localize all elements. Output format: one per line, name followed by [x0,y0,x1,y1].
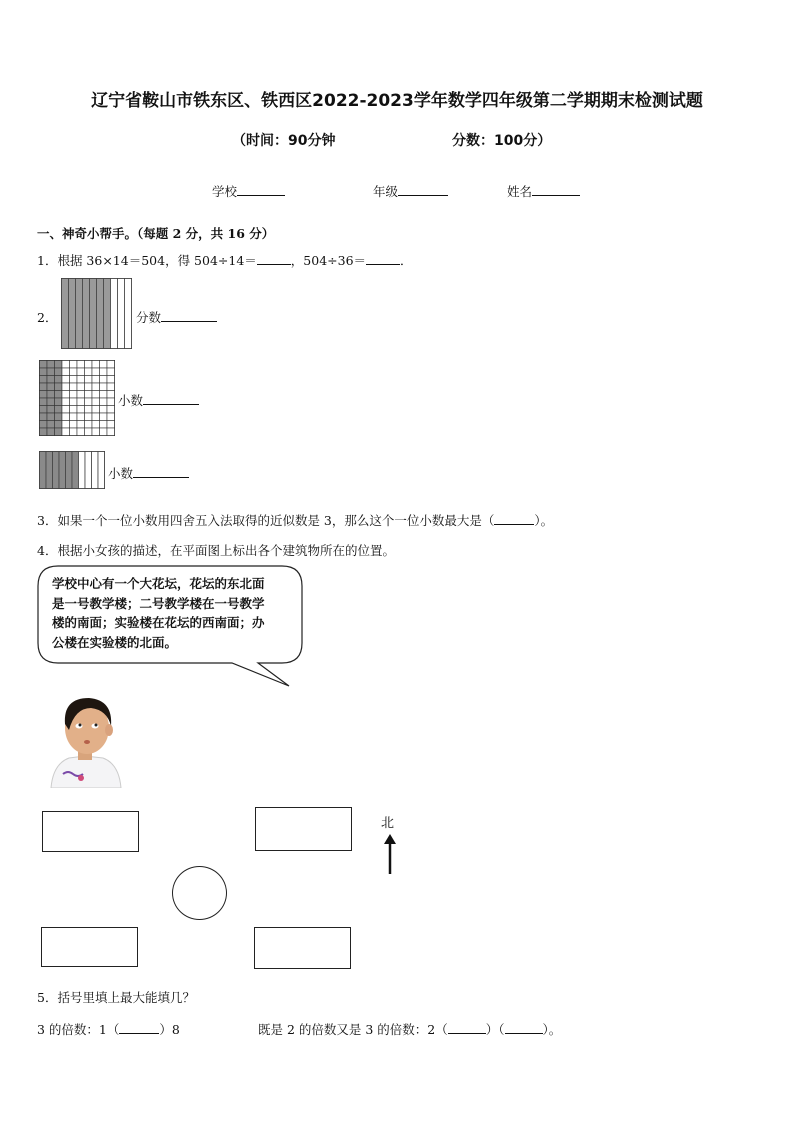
question-4: 4．根据小女孩的描述，在平面图上标出各个建筑物所在的位置。 [37,543,395,558]
blank-column [79,452,86,489]
grid-cell [107,398,115,406]
grid-cell [92,376,100,384]
shaded-cell [55,406,63,414]
shaded-cell [40,406,48,414]
grid-cell [62,428,70,436]
decimal-label-1: 小数 [118,393,144,408]
fraction-label: 分数 [136,310,162,325]
grid-cell [107,361,115,369]
q5-part1-suffix: ）8 [159,1022,180,1037]
shaded-column [46,452,53,489]
grid-cell [77,361,85,369]
q5-part1-prefix: 3 的倍数：1（ [37,1022,120,1037]
grid-cell [92,406,100,414]
q5-part2-mid: ）（ [485,1022,505,1037]
q3-text: 3．如果一个一位小数用四舍五入法取得的近似数是 3，那么这个一位小数最大是（ [37,513,495,528]
question-5: 5．括号里填上最大能填几？ [37,990,195,1005]
q1-mid: ，504÷36＝ [290,253,367,268]
q1-prefix: 1．根据 36×14＝504，得 504÷14＝ [37,253,257,268]
blank-column [125,279,132,349]
grid-cell [85,368,93,376]
grid-cell [100,406,108,414]
shaded-cell [55,361,63,369]
score-label: 分数：100分） [452,133,552,149]
shaded-cell [47,368,55,376]
speech-text [52,574,265,652]
question-3 [37,510,553,529]
q5-part2-suffix: ）。 [542,1022,562,1037]
grid-cell [77,421,85,429]
shaded-cell [55,421,63,429]
grid-cell [100,413,108,421]
grid-cell [100,428,108,436]
grid-cell [92,383,100,391]
grid-cell [70,383,78,391]
grid-cell [85,383,93,391]
shaded-column [72,452,79,489]
grid-cell [100,421,108,429]
q2-decimal-field-2 [108,463,189,482]
grid-cell [107,391,115,399]
grid-cell [77,368,85,376]
grid-cell [100,368,108,376]
grid-cell [85,421,93,429]
section-heading: 一、神奇小帮手。（每题 2 分，共 16 分） [37,226,275,241]
grid-cell [92,421,100,429]
grid-cell [92,428,100,436]
grid-cell [85,391,93,399]
grid-cell [100,398,108,406]
name-blank[interactable] [532,181,580,196]
grid-cell [92,368,100,376]
map-box-southwest[interactable] [41,927,138,967]
shaded-column [62,279,69,349]
grid-cell [92,398,100,406]
shaded-cell [55,383,63,391]
grid-cell [107,413,115,421]
q5-part-1 [37,1019,180,1038]
speech-line: 是一号教学楼；二号教学楼在一号教学 [52,595,265,611]
grid-cell [70,428,78,436]
shaded-column [53,452,60,489]
fraction-figure [61,278,133,350]
time-label: （时间：90分钟 [232,133,336,149]
grid-cell [77,376,85,384]
grid-cell [62,406,70,414]
q1-suffix: ． [400,253,413,268]
grade-label: 年级 [373,184,399,199]
decimal-grid-figure [39,360,116,437]
grid-cell [107,406,115,414]
shaded-cell [40,376,48,384]
grid-cell [77,391,85,399]
grid-cell [62,391,70,399]
shaded-column [40,452,47,489]
north-arrow-icon [382,834,398,876]
blank-column [111,279,118,349]
shaded-cell [40,368,48,376]
grid-cell [85,361,93,369]
grid-cell [77,398,85,406]
grid-cell [107,428,115,436]
grid-cell [85,406,93,414]
q1-blank-1[interactable] [257,250,291,265]
question-2-number: 2． [37,310,58,325]
grid-cell [85,413,93,421]
q2-fraction-field [136,307,217,326]
shaded-cell [47,376,55,384]
grid-cell [100,391,108,399]
q5-part-2 [258,1019,561,1038]
grid-cell [100,383,108,391]
grid-cell [100,361,108,369]
grid-cell [92,413,100,421]
shaded-cell [47,406,55,414]
grid-cell [62,413,70,421]
shaded-cell [40,421,48,429]
grid-cell [100,376,108,384]
shaded-cell [40,391,48,399]
grid-cell [70,398,78,406]
grid-cell [77,383,85,391]
grid-cell [77,413,85,421]
grid-cell [85,428,93,436]
grid-cell [107,383,115,391]
flower-bed-circle [172,866,227,920]
shaded-cell [47,428,55,436]
q5-part2-prefix: 既是 2 的倍数又是 3 的倍数：2（ [258,1022,448,1037]
shaded-column [90,279,97,349]
shaded-cell [55,376,63,384]
question-1 [37,250,413,269]
grid-cell [107,421,115,429]
shaded-cell [40,383,48,391]
grid-cell [62,398,70,406]
shaded-column [59,452,66,489]
grid-cell [92,361,100,369]
shaded-cell [47,413,55,421]
grid-cell [77,406,85,414]
blank-column [92,452,99,489]
decimal-strip-figure [39,451,106,490]
q5-blank-2[interactable] [448,1019,486,1034]
grade-blank[interactable] [398,181,448,196]
shaded-cell [40,413,48,421]
speech-line: 学校中心有一个大花坛，花坛的东北面 [52,576,265,591]
grid-cell [70,391,78,399]
map-box-northeast[interactable] [255,807,352,851]
grid-cell [77,428,85,436]
decimal-label-2: 小数 [108,466,134,481]
map-box-northwest[interactable] [42,811,139,852]
shaded-cell [55,428,63,436]
grid-cell [70,368,78,376]
shaded-cell [47,398,55,406]
grid-cell [85,376,93,384]
grid-cell [70,406,78,414]
grid-cell [92,391,100,399]
grade-field [373,181,448,200]
grid-cell [70,361,78,369]
shaded-cell [55,391,63,399]
q3-suffix: ）。 [534,513,554,528]
name-label: 姓名 [507,184,533,199]
decimal-blank-2[interactable] [133,463,189,478]
grid-cell [62,368,70,376]
shaded-column [66,452,73,489]
shaded-column [69,279,76,349]
shaded-column [97,279,104,349]
shaded-cell [47,383,55,391]
north-label: 北 [381,816,395,831]
grid-cell [70,376,78,384]
shaded-cell [47,361,55,369]
decimal-blank-1[interactable] [143,390,199,405]
grid-cell [107,368,115,376]
shaded-cell [55,398,63,406]
child-illustration [45,694,125,788]
grid-cell [62,376,70,384]
q5-blank-3[interactable] [505,1019,543,1034]
blank-column [118,279,125,349]
shaded-cell [55,368,63,376]
speech-line: 楼的南面；实验楼在花坛的西南面；办 [52,615,265,630]
speech-line: 公楼在实验楼的北面。 [52,634,178,650]
school-label: 学校 [212,184,238,199]
grid-cell [62,421,70,429]
shaded-cell [40,361,48,369]
q3-blank[interactable] [494,510,534,525]
grid-cell [85,398,93,406]
q1-blank-2[interactable] [366,250,400,265]
blank-column [98,452,105,489]
grid-cell [62,361,70,369]
name-field [507,181,580,200]
school-field [212,181,285,200]
map-box-southeast[interactable] [254,927,351,969]
shaded-cell [40,428,48,436]
page-title: 辽宁省鞍山市铁东区、铁西区2022-2023学年数学四年级第二学期期末检测试题 [91,91,703,111]
shaded-column [104,279,111,349]
school-blank[interactable] [237,181,285,196]
shaded-column [83,279,90,349]
shaded-cell [55,413,63,421]
q5-blank-1[interactable] [119,1019,159,1034]
grid-cell [70,413,78,421]
fraction-blank[interactable] [161,307,217,322]
grid-cell [107,376,115,384]
q2-decimal-field-1 [118,390,199,409]
shaded-cell [47,391,55,399]
blank-column [85,452,92,489]
grid-cell [62,383,70,391]
shaded-cell [40,398,48,406]
shaded-column [76,279,83,349]
shaded-cell [47,421,55,429]
grid-cell [70,421,78,429]
